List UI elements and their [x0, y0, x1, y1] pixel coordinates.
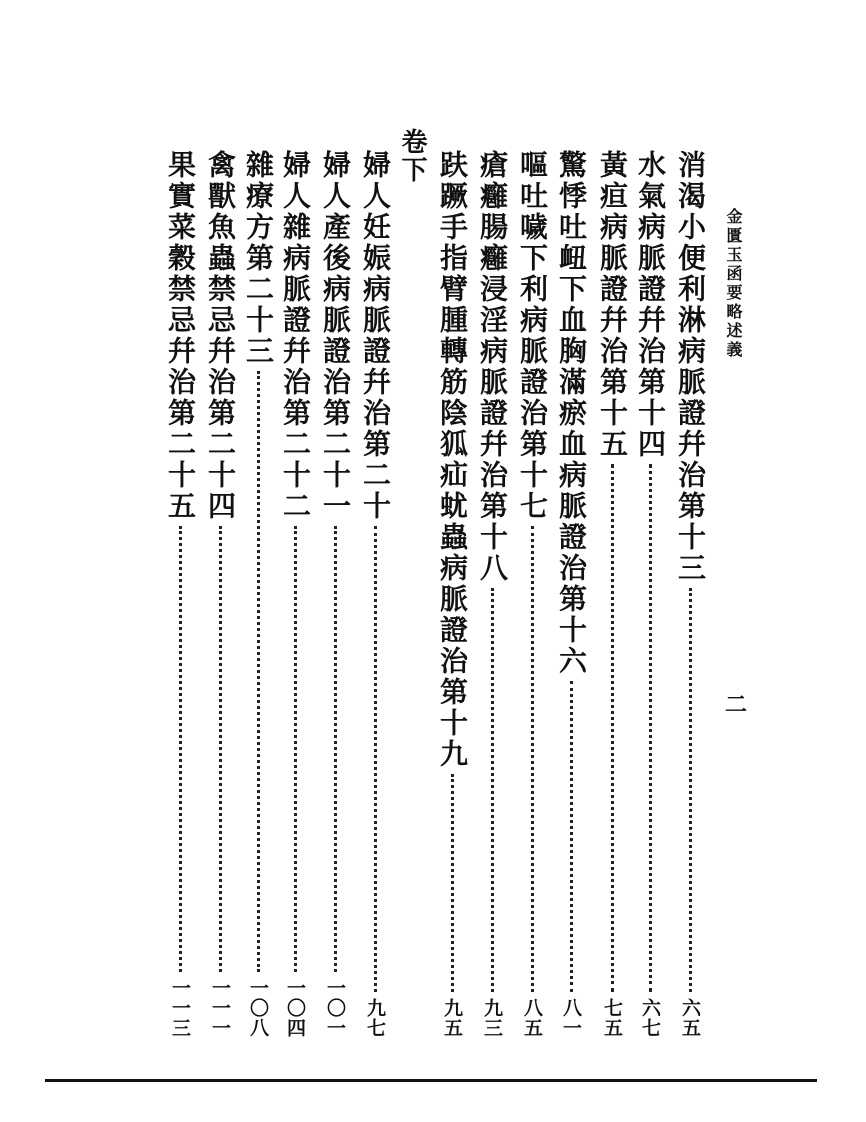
dot-leader: [294, 526, 297, 972]
toc-entry: [203, 150, 237, 1038]
toc-entry-title: 婦人產後病脈證治第二十一: [319, 150, 352, 522]
dot-leader: [531, 526, 534, 992]
toc-entry: [475, 150, 509, 1038]
dot-leader: [491, 588, 494, 992]
toc-entry: [673, 150, 707, 1038]
toc-entry-page: 八一: [560, 998, 582, 1038]
toc-entry-page: 八五: [521, 998, 543, 1038]
toc-entry-page: 九三: [481, 998, 503, 1038]
toc-entry: [435, 150, 469, 1038]
toc-entry-title: 趺蹶手指臂腫轉筋陰狐疝蚘蟲病脈證治第十九: [436, 150, 469, 770]
toc-entry: [595, 150, 629, 1038]
volume-heading: 卷下: [397, 128, 427, 184]
dot-leader: [374, 526, 377, 992]
toc-entry-page: 一一一: [209, 978, 231, 1038]
toc-entry: [318, 150, 352, 1038]
toc-entry-title: 雜療方第二十三: [242, 150, 275, 367]
toc-entry: [163, 150, 197, 1038]
toc-entry-page: 六七: [639, 998, 661, 1038]
dot-leader: [611, 464, 614, 992]
bottom-rule: [45, 1079, 817, 1082]
dot-leader: [689, 588, 692, 992]
page-number: 二: [725, 692, 748, 718]
toc-entry-page: 九七: [364, 998, 386, 1038]
toc-entry-title: 消渴小便利淋病脈證幷治第十三: [674, 150, 707, 584]
toc-entry: [633, 150, 667, 1038]
toc-entry: [241, 150, 275, 1038]
toc-entry: [358, 150, 392, 1038]
toc-entry-title: 婦人雜病脈證幷治第二十二: [279, 150, 312, 522]
toc-entry-page: 一〇四: [284, 978, 306, 1038]
toc-entry-page: 一〇一: [324, 978, 346, 1038]
dot-leader: [334, 526, 337, 972]
dot-leader: [649, 464, 652, 992]
toc-entry-title: 禽獸魚蟲禁忌幷治第二十四: [204, 150, 237, 522]
toc-entry-title: 水氣病脈證幷治第十四: [634, 150, 667, 460]
toc-entry-title: 嘔吐噦下利病脈證治第十七: [516, 150, 549, 522]
dot-leader: [257, 371, 260, 972]
toc-entry-page: 九五: [441, 998, 463, 1038]
toc-entry-page: 六五: [679, 998, 701, 1038]
toc-entry: [278, 150, 312, 1038]
toc-entry-page: 七五: [601, 998, 623, 1038]
dot-leader: [451, 774, 454, 992]
toc-entry-page: 一〇八: [247, 978, 269, 1038]
toc-entry-title: 驚悸吐衄下血胸滿瘀血病脈證治第十六: [555, 150, 588, 677]
toc-entry: [515, 150, 549, 1038]
toc-entry-title: 瘡癰腸癰浸淫病脈證幷治第十八: [476, 150, 509, 584]
toc-entry-page: 一一三: [169, 978, 191, 1038]
dot-leader: [219, 526, 222, 972]
toc-entry: [554, 150, 588, 1038]
dot-leader: [179, 526, 182, 972]
dot-leader: [570, 681, 573, 992]
running-header-book-title: 金匱玉函要略述義: [724, 208, 743, 360]
toc-entry-title: 果實菜穀禁忌幷治第二十五: [164, 150, 197, 522]
toc-entry-title: 婦人妊娠病脈證幷治第二十: [359, 150, 392, 522]
toc-entry-title: 黃疸病脈證幷治第十五: [596, 150, 629, 460]
